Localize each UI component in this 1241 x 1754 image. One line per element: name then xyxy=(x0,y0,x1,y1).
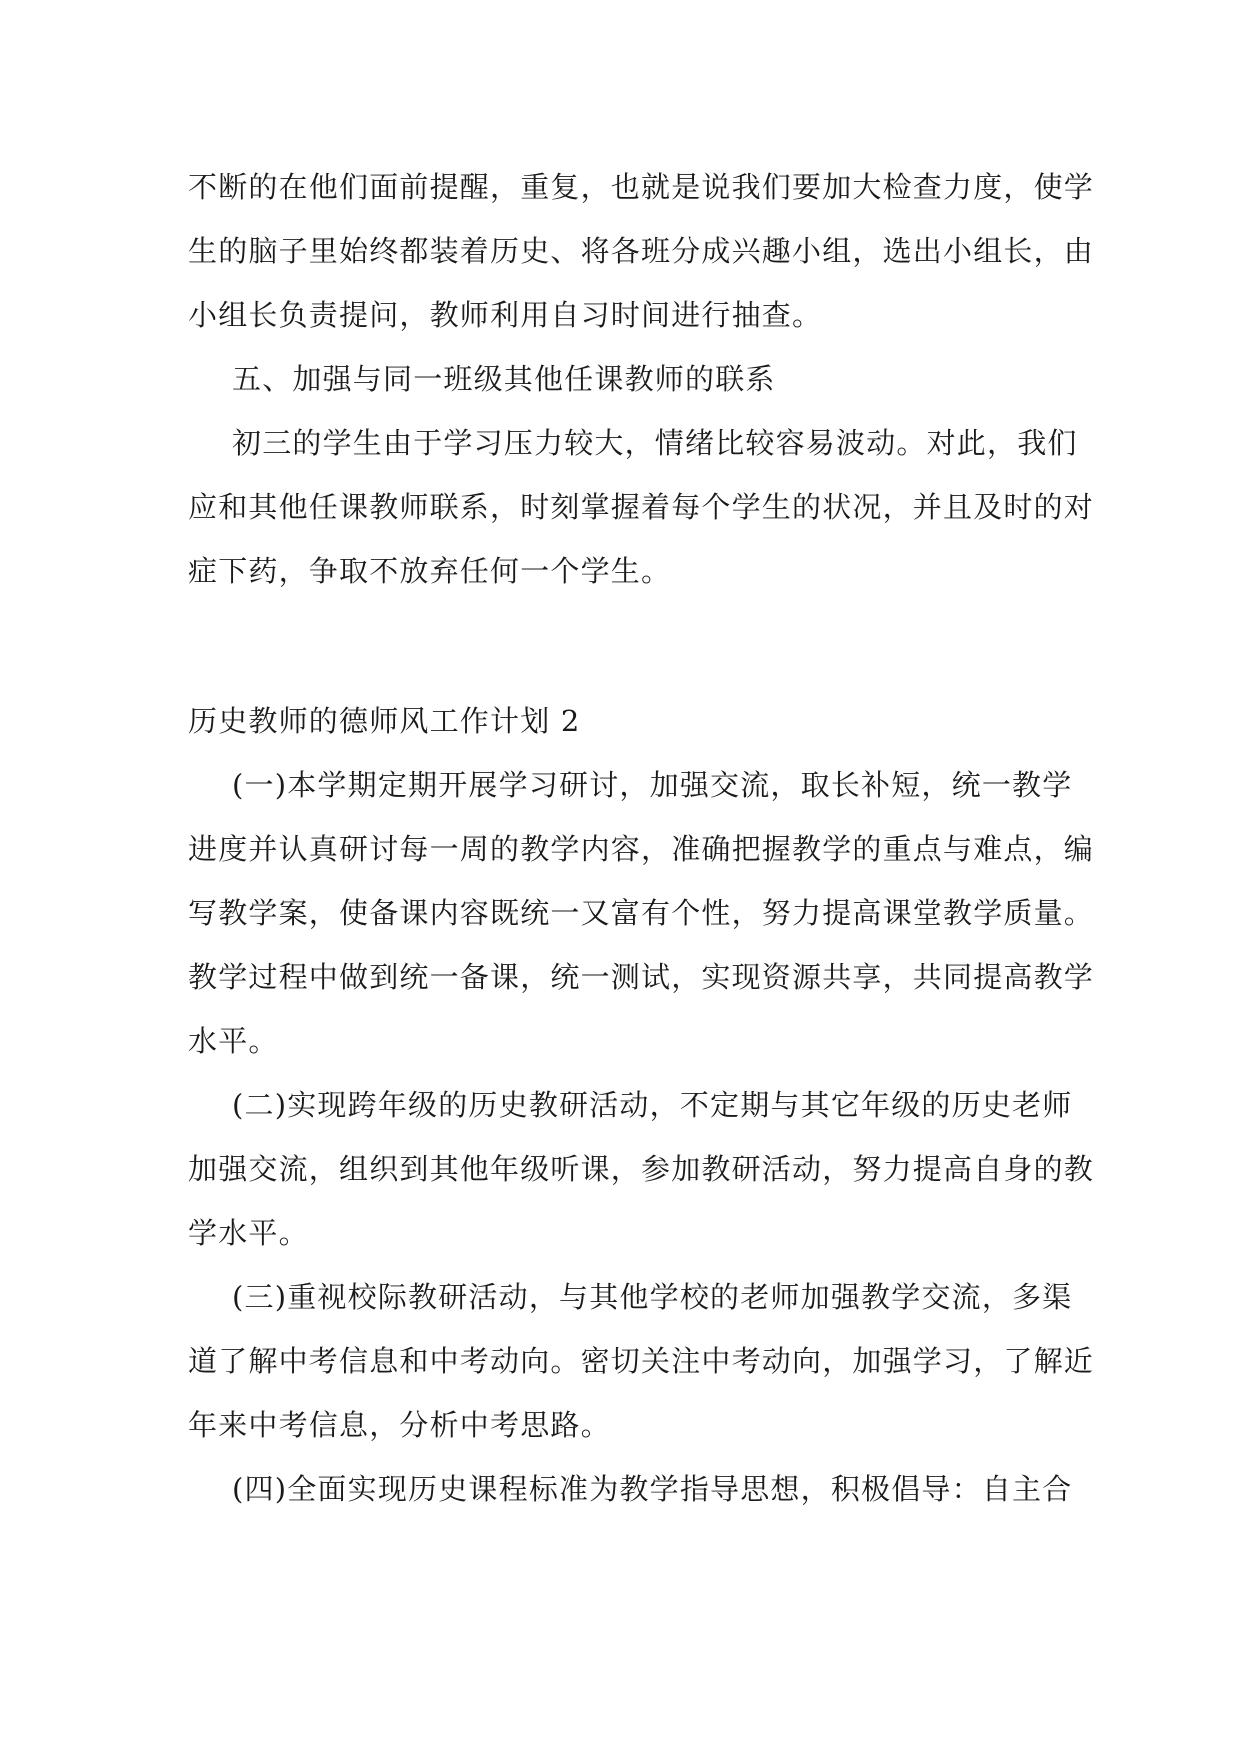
document-page xyxy=(188,155,1095,1521)
text-line: 初三的学生由于学习压力较大，情绪比较容易波动。对此，我们 xyxy=(232,426,1078,460)
text-line: 学水平。 xyxy=(188,1216,309,1250)
text-line: (四)全面实现历史课程标准为教学指导思想，积极倡导：自主合 xyxy=(232,1472,1073,1506)
text-line: 道了解中考信息和中考动向。密切关注中考动向，加强学习，了解近 xyxy=(188,1344,1095,1378)
text-line: 应和其他任课教师联系，时刻掌握着每个学生的状况，并且及时的对 xyxy=(188,490,1095,524)
text-line: (二)实现跨年级的历史教研活动，不定期与其它年级的历史老师 xyxy=(232,1088,1073,1122)
text-line: (三)重视校际教研活动，与其他学校的老师加强教学交流，多渠 xyxy=(232,1280,1073,1314)
text-line: 小组长负责提问，教师利用自习时间进行抽查。 xyxy=(188,298,823,332)
text-line: 进度并认真研讨每一周的教学内容，准确把握教学的重点与难点，编 xyxy=(188,832,1095,866)
paragraph-five xyxy=(188,411,1095,603)
text-line: 加强交流，组织到其他年级听课，参加教研活动，努力提高自身的教 xyxy=(188,1152,1095,1186)
text-line: (一)本学期定期开展学习研讨，加强交流，取长补短，统一教学 xyxy=(232,768,1073,802)
paragraph-continuation xyxy=(188,155,1095,347)
item-two xyxy=(188,1073,1095,1265)
heading-five: 五、加强与同一班级其他任课教师的联系 xyxy=(232,362,776,396)
text-line: 症下药，争取不放弃任何一个学生。 xyxy=(188,554,672,588)
section-title: 历史教师的德师风工作计划 2 xyxy=(188,704,581,738)
text-line: 年来中考信息，分析中考思路。 xyxy=(188,1408,611,1442)
text-line: 教学过程中做到统一备课，统一测试，实现资源共享，共同提高教学 xyxy=(188,960,1095,994)
text-line: 写教学案，使备课内容既统一又富有个性，努力提高课堂教学质量。 xyxy=(188,896,1095,930)
text-line: 不断的在他们面前提醒，重复，也就是说我们要加大检查力度，使学 xyxy=(188,170,1095,204)
text-line: 水平。 xyxy=(188,1024,279,1058)
item-three xyxy=(188,1265,1095,1457)
text-line: 生的脑子里始终都装着历史、将各班分成兴趣小组，选出小组长，由 xyxy=(188,234,1095,268)
item-four xyxy=(188,1457,1073,1521)
item-one xyxy=(188,753,1095,1073)
